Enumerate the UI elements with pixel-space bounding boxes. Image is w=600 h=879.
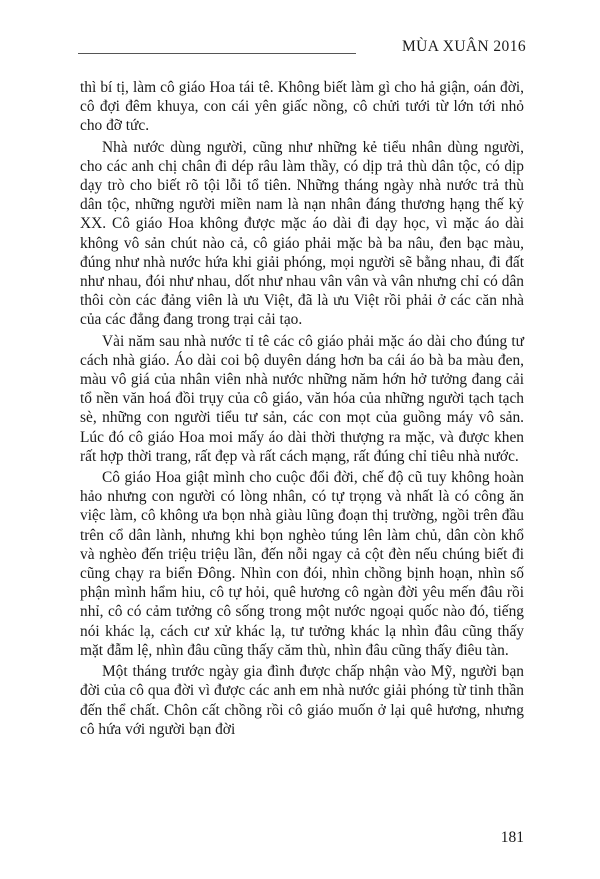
running-title: MÙA XUÂN 2016	[401, 38, 526, 55]
page-number: 181	[500, 829, 524, 846]
paragraph: Một tháng trước ngày gia đình được chấp nhận vào Mỹ, người bạn đời của cô qua đời vì được các anh em nhà nước giải phóng từ tinh thần đến thể chất. Chôn cất chồng rồi cô giáo muốn ở lại quê hương, nhưng cô hứa với người bạn đời	[80, 663, 524, 738]
paragraph: Cô giáo Hoa giật mình cho cuộc đổi đời, chế độ cũ tuy không hoàn hảo nhưng con người có lòng nhân, có tự trọng và nhất là có công ăn việc làm, cô không ưa bọn nhà giàu lũng đoạn thị trường, ngồi trên đầu trên cổ dân lành, nhưng khi bọn nghèo túng lên làm chủ, dân còn khổ và nghèo đến triệu triệu lần, đến nỗi ngay cả cột đèn nếu chúng biết đi cũng chạy ra biển Đông. Nhìn con đói, nhìn chồng bịnh hoạn, nhìn số phận mình hẩm hiu, cô tự hỏi, quê hương cô ngàn đời yêu mến đâu rồi nhỉ, cô có cảm tưởng cô sống trong một nước ngoại quốc nào đó, tiếng nói khác lạ, cách cư xử khác lạ, tư tưởng khác lạ nhìn đâu cũng thấy mặt đẫm lệ, nhìn đâu cũng thấy căm thù, nhìn đâu cũng thấy điêu tàn.	[80, 469, 524, 659]
body-text	[80, 78, 524, 739]
page-header	[78, 38, 526, 60]
paragraph: Vài năm sau nhà nước tỉ tê các cô giáo phải mặc áo dài cho đúng tư cách nhà giáo. Áo dài coi bộ duyên dáng hơn ba cái áo bà ba màu đen, màu vô giá của nhân viên nhà nước những năm hớn hở tưởng đang cải tổ nền văn hoá đồi trụy của cô giáo, văn hóa của những người tạch tạch sè, những con người tiểu tư sản, các con mọt của guồng máy vô sản. Lúc đó cô giáo Hoa moi mấy áo dài thời thượng ra mặc, và được khen rất hợp thời trang, rất đẹp và rất cách mạng, rất đúng chỉ tiêu nhà nước.	[80, 332, 524, 465]
paragraph-continued: thì bí tị, làm cô giáo Hoa tái tê. Không biết làm gì cho hả giận, oán đời, cô đợi đêm khuya, con cái yên giấc nồng, cô chửi tưới từ lớn tới nhỏ cho đỡ tức.	[80, 79, 524, 135]
paragraph: Nhà nước dùng người, cũng như những kẻ tiểu nhân dùng người, cho các anh chị chân đi dép râu làm thầy, có dịp trả thù dân tộc, có dịp dạy trò cho biết rõ tội lỗi tổ tiên. Những tháng ngày nhà nước trả thù dân tộc, những người miền nam là nạn nhân đáng thương hạng thế kỷ XX. Cô giáo Hoa không được mặc áo dài đi dạy học, vì mặc áo dài không vô sản chút nào cả, cô giáo phải mặc bà ba nâu, đen bạc màu, đúng như nhà nước hứa khi giải phóng, mọi người sẽ bằng nhau, đi đất như nhau, đói như nhau, dốt như nhau vân vân và vân nhưng chỉ có dân thôi còn các đảng viên là ưu Việt, đã là ưu Việt rồi phải ở các căn nhà của các đẳng đang trong trại cải tạo.	[80, 138, 524, 329]
header-rule	[78, 53, 356, 54]
